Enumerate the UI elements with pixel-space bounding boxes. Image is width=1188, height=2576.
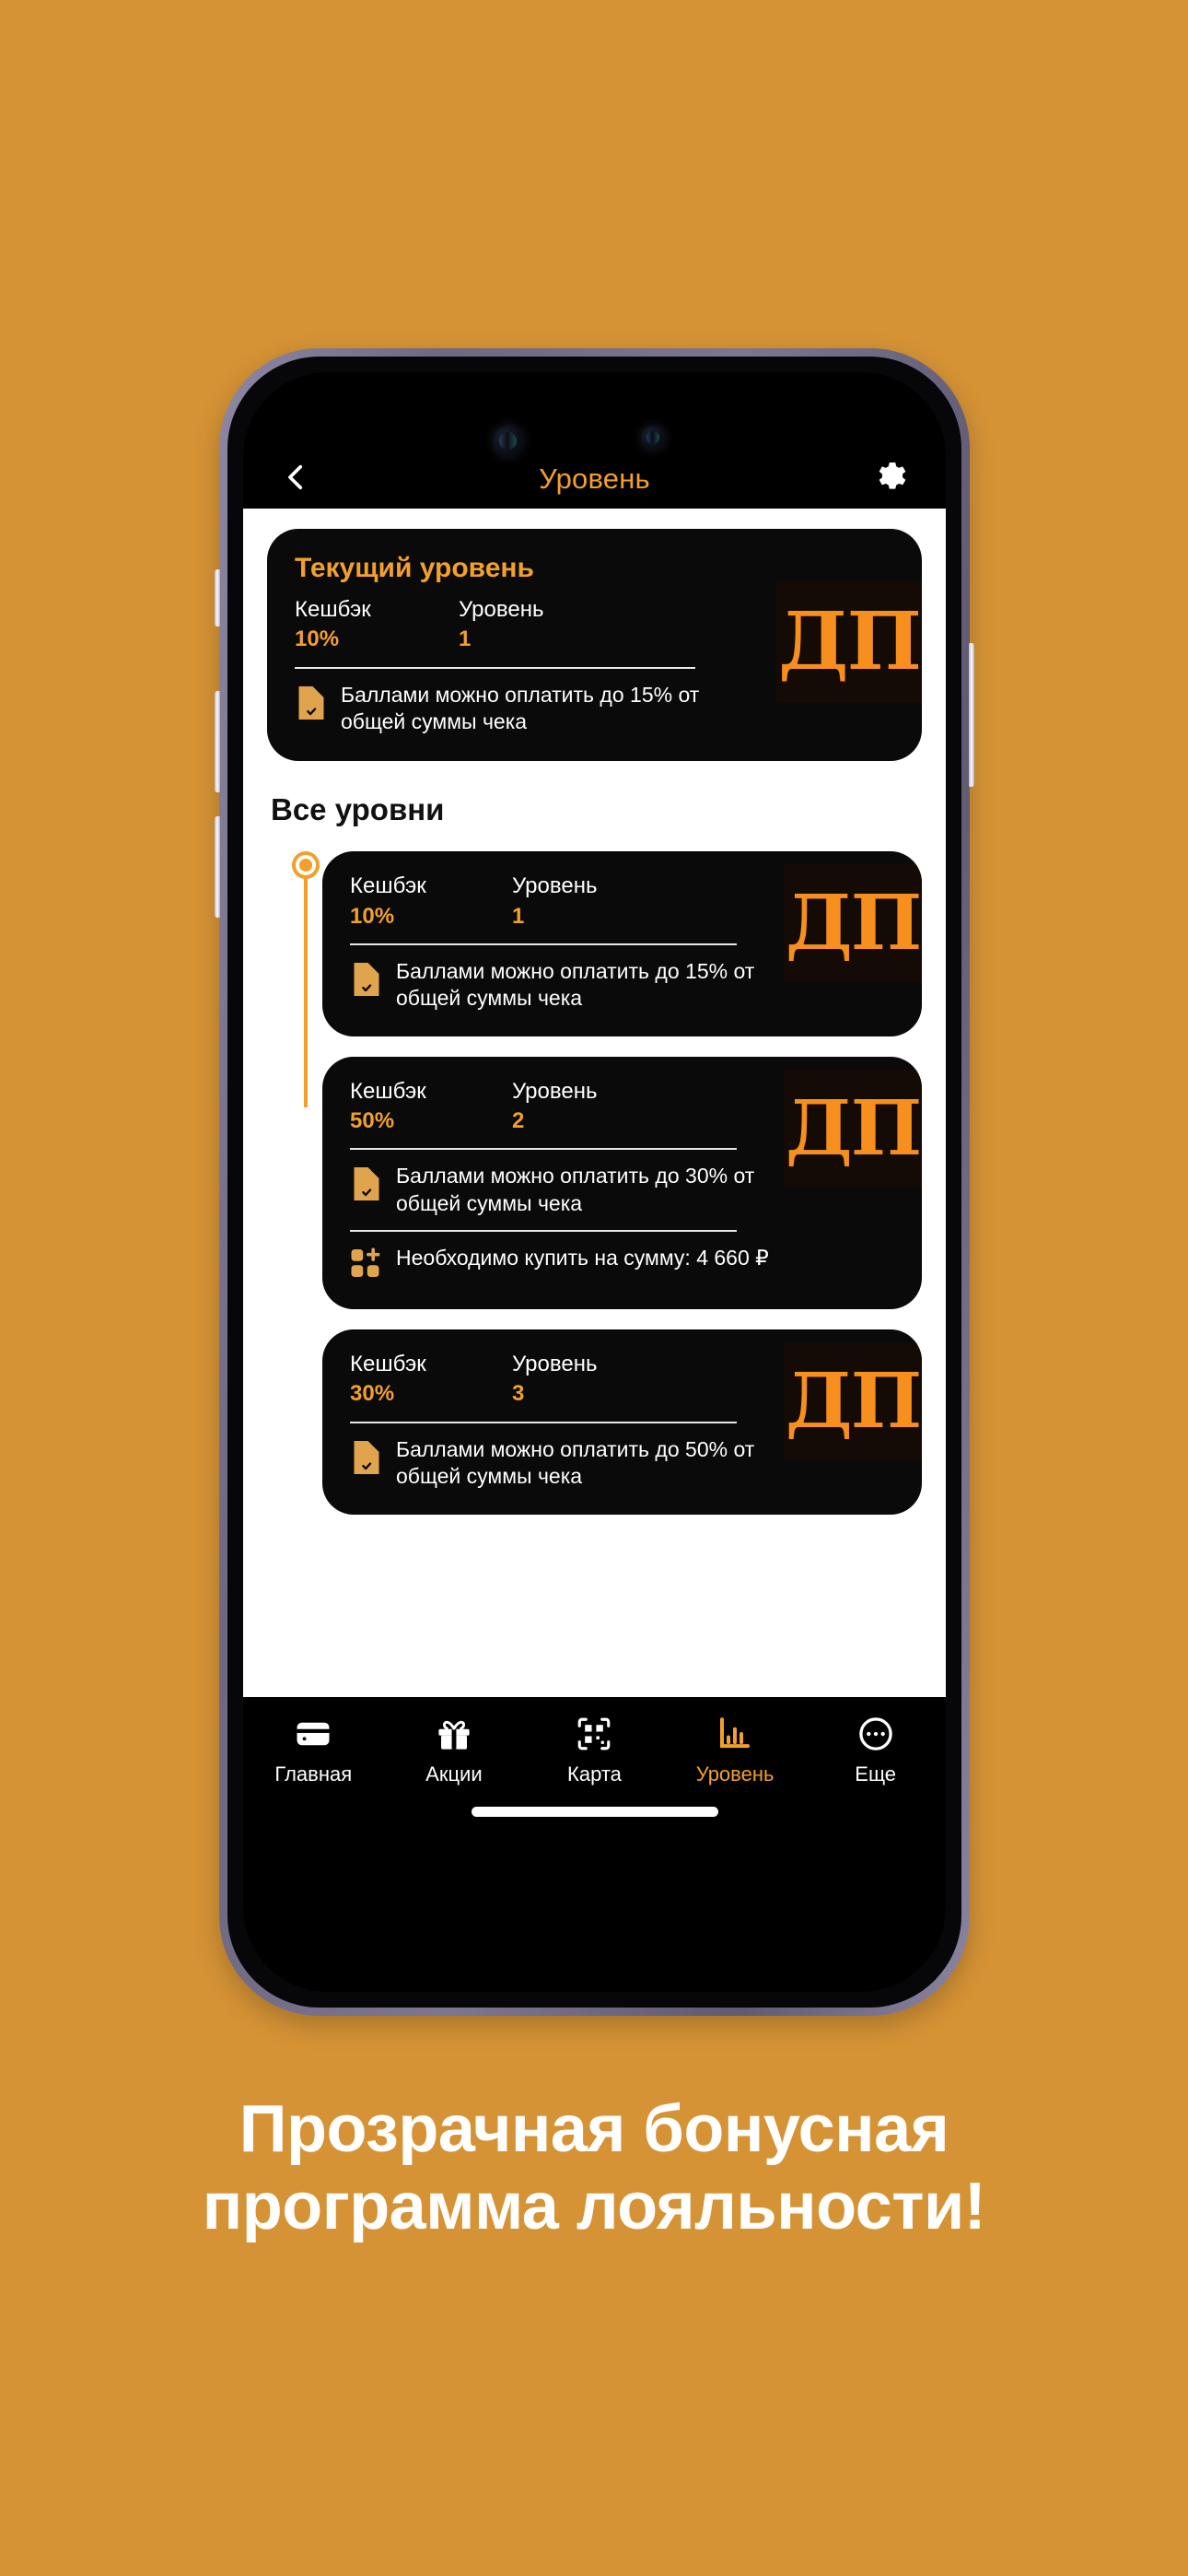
card-divider [350,1422,737,1423]
level-info-text: Баллами можно оплатить до 50% от общей суммы чека [396,1436,755,1489]
document-check-icon [350,1438,383,1477]
brand-logo-text: ДП [785,879,921,968]
brand-logo-text: ДП [778,595,920,688]
card-divider-secondary [350,1230,737,1232]
level-stats [350,1352,894,1409]
brand-logo-text: ДП [785,1083,921,1173]
bottom-tab-bar [243,1697,946,1844]
chevron-left-icon [281,462,312,498]
level-stats [350,873,894,931]
document-check-icon [350,1165,383,1203]
tab-promotions-label: Акции [425,1762,483,1786]
phone-silent-switch [215,569,220,626]
level-value: 1 [512,903,525,929]
home-indicator [472,1807,718,1817]
cashback-value: 50% [350,1108,395,1134]
phone-screen [243,372,946,1992]
gift-icon [435,1714,473,1754]
promo-caption-line-1: Прозрачная бонусная [239,2092,949,2166]
cashback-label: Кешбэк [350,1352,426,1377]
cashback-stat [350,1352,512,1409]
tab-card[interactable] [524,1714,665,1786]
tab-more-label: Еще [855,1762,897,1786]
app-header [243,372,946,509]
cashback-value: 10% [350,903,395,929]
current-level-stats [295,597,894,654]
tab-level-label: Уровень [695,1762,775,1786]
card-divider [295,667,695,669]
current-level-card[interactable] [267,529,922,761]
level-stat [512,873,597,931]
level-label: Уровень [512,1078,598,1104]
phone-power-button [969,643,974,787]
current-level-section [243,509,946,761]
all-levels-list [243,827,946,1514]
level-requirement [350,1245,894,1285]
bar-chart-icon [716,1714,754,1754]
current-level-title: Текущий уровень [295,553,534,583]
face-sensor-icon [641,426,665,450]
level-card[interactable] [322,851,922,1036]
app-content [243,509,946,1844]
tab-level[interactable] [665,1714,806,1786]
card-divider [350,1148,737,1150]
back-button[interactable] [271,453,322,505]
levels-timeline [304,851,308,1514]
add-items-icon [350,1247,383,1285]
tab-more[interactable] [805,1714,946,1786]
level-info [350,1163,894,1217]
cashback-stat [295,597,459,654]
level-stat [512,1352,597,1409]
cashback-label: Кешбэк [350,1078,426,1104]
level-stats [350,1079,894,1136]
level-requirement-text: Необходимо купить на сумму: 4 660 ₽ [396,1246,769,1270]
qr-code-icon [575,1714,613,1754]
gear-icon [874,459,911,500]
card-icon [294,1714,332,1754]
cashback-value: 30% [350,1381,395,1407]
level-stat [512,1079,597,1136]
cashback-stat [350,1079,512,1136]
promo-caption-line-2: программа лояльности! [202,2169,986,2243]
document-check-icon [350,960,383,999]
tab-home[interactable] [243,1714,384,1786]
cashback-value: 10% [295,626,340,652]
tab-promotions[interactable] [384,1714,525,1786]
cashback-label: Кешбэк [350,873,426,899]
timeline-current-marker [292,851,320,879]
phone-volume-up-button [215,691,220,792]
tab-home-label: Главная [274,1762,353,1786]
level-info [350,1436,894,1491]
level-stat [459,597,543,654]
level-label: Уровень [512,1352,598,1377]
ellipsis-circle-icon [856,1714,895,1754]
settings-button[interactable] [867,453,918,505]
phone-bezel [227,357,961,2008]
brand-logo-text: ДП [785,1357,921,1446]
phone-frame [219,348,970,2016]
card-divider [350,943,737,945]
document-check-icon [295,684,328,722]
tab-card-label: Карта [567,1762,622,1786]
level-card[interactable] [322,1057,922,1309]
level-label: Уровень [512,873,598,899]
level-info-text: Баллами можно оплатить до 15% от общей суммы чека [396,958,755,1011]
level-info-text: Баллами можно оплатить до 30% от общей суммы чека [396,1164,755,1215]
phone-mockup [219,348,970,2016]
timeline-line [304,868,308,1107]
page-title: Уровень [539,463,650,495]
level-label: Уровень [459,597,544,622]
level-value: 3 [512,1381,525,1407]
all-levels-heading: Все уровни [271,792,445,827]
level-value: 2 [512,1108,525,1134]
phone-volume-down-button [215,816,220,918]
current-level-info [295,682,894,736]
promo-caption [0,2091,1188,2245]
level-card[interactable] [322,1329,922,1514]
cashback-stat [350,873,512,931]
level-info [350,958,894,1013]
current-level-info-text: Баллами можно оплатить до 15% от общей суммы чека [341,682,700,733]
cashback-label: Кешбэк [295,597,371,622]
navigation-bar [243,450,946,509]
level-value: 1 [459,626,472,652]
